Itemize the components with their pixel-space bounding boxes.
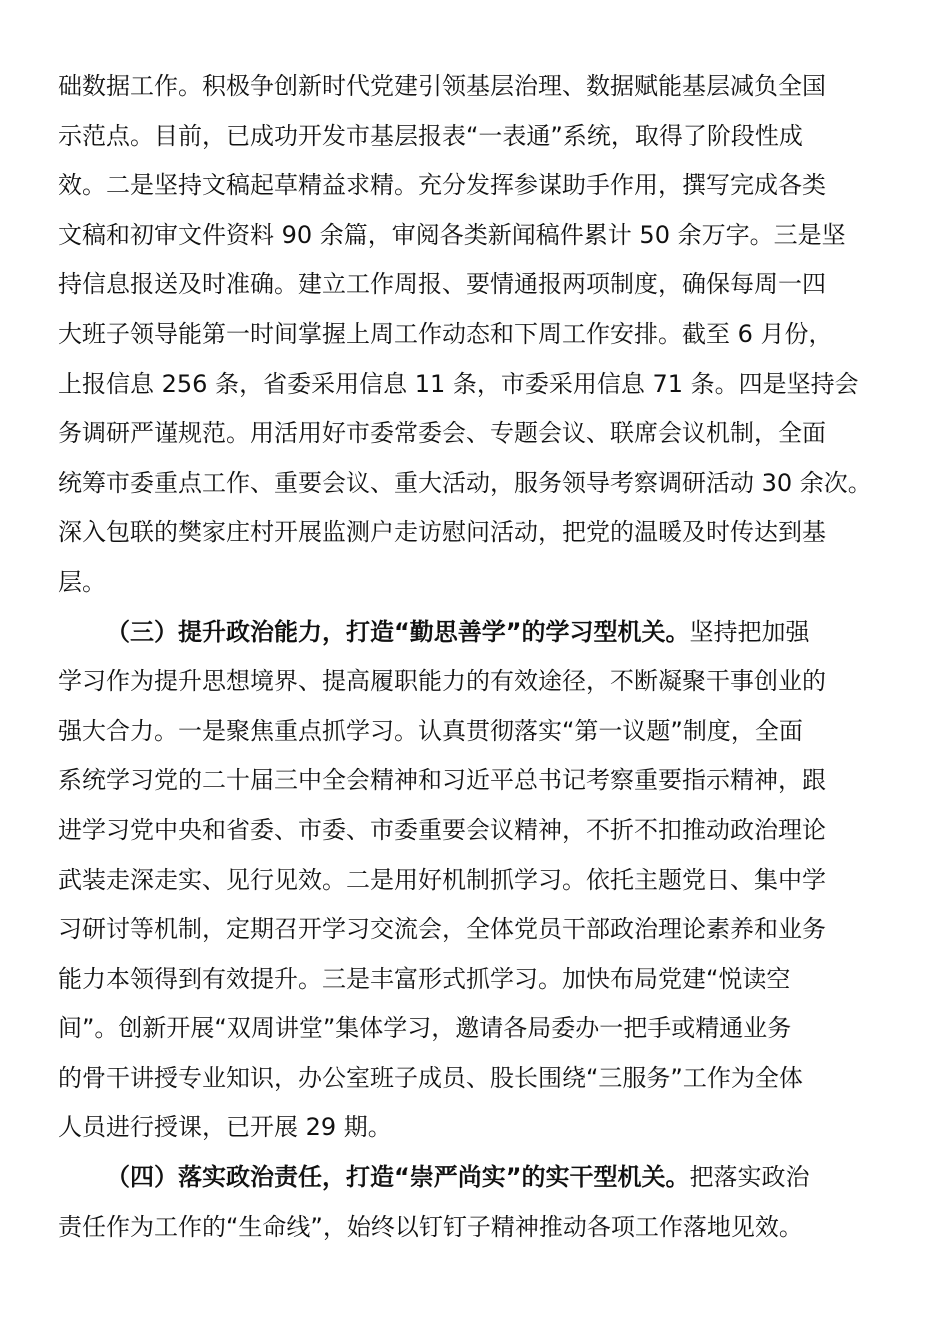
text-line: 习研讨等机制，定期召开学习交流会，全体党员干部政治理论素养和业务 xyxy=(58,915,826,944)
section-3-heading: （三）提升政治能力，打造“勤思善学”的学习型机关。 xyxy=(106,617,690,646)
text-line: 学习作为提升思想境界、提高履职能力的有效途径，不断凝聚干事创业的 xyxy=(58,667,826,696)
section-3-first-line xyxy=(58,608,900,658)
section-4-heading: （四）落实政治责任，打造“崇严尚实”的实干型机关。 xyxy=(106,1163,690,1192)
text-line: 间”。创新开展“双周讲堂”集体学习，邀请各局委办一把手或精通业务 xyxy=(58,1014,792,1043)
text-line: 示范点。目前，已成功开发市基层报表“一表通”系统，取得了阶段性成 xyxy=(58,121,803,150)
text-line: 责任作为工作的“生命线”，始终以钉钉子精神推动各项工作落地见效。 xyxy=(58,1212,803,1241)
text-line: 效。二是坚持文稿起草精益求精。充分发挥参谋助手作用，撰写完成各类 xyxy=(58,171,826,200)
text-line: 人员进行授课，已开展 29 期。 xyxy=(58,1113,392,1142)
section-3-first-line-text: 坚持把加强 xyxy=(689,617,810,646)
text-line: 深入包联的樊家庄村开展监测户走访慰问活动，把党的温暖及时传达到基 xyxy=(58,518,826,547)
text-line: 大班子领导能第一时间掌握上周工作动态和下周工作安排。截至 6 月份， xyxy=(58,319,833,348)
text-line: 武装走深走实、见行见效。二是用好机制抓学习。依托主题党日、集中学 xyxy=(58,865,826,894)
text-line: 文稿和初审文件资料 90 余篇，审阅各类新闻稿件累计 50 余万字。三是坚 xyxy=(58,220,846,249)
text-line: 强大合力。一是聚焦重点抓学习。认真贯彻落实“第一议题”制度，全面 xyxy=(58,716,803,745)
section-4-first-line xyxy=(58,1153,900,1203)
section-4-first-line-text: 把落实政治 xyxy=(689,1163,810,1192)
text-line: 础数据工作。积极争创新时代党建引领基层治理、数据赋能基层减负全国 xyxy=(58,72,826,100)
text-line: 上报信息 256 条，省委采用信息 11 条，市委采用信息 71 条。四是坚持会 xyxy=(58,369,859,398)
document-body xyxy=(58,62,900,1252)
text-line: 持信息报送及时准确。建立工作周报、要情通报两项制度，确保每周一四 xyxy=(58,270,826,299)
text-line: 统筹市委重点工作、重要会议、重大活动，服务领导考察调研活动 30 余次。 xyxy=(58,468,872,497)
text-line: 的骨干讲授专业知识，办公室班子成员、股长围绕“三服务”工作为全体 xyxy=(58,1063,803,1092)
text-line: 系统学习党的二十届三中全会精神和习近平总书记考察重要指示精神，跟 xyxy=(58,766,826,795)
text-line: 进学习党中央和省委、市委、市委重要会议精神，不折不扣推动政治理论 xyxy=(58,815,826,844)
text-line: 层。 xyxy=(58,567,106,596)
text-line: 能力本领得到有效提升。三是丰富形式抓学习。加快布局党建“悦读空 xyxy=(58,964,791,993)
text-line: 务调研严谨规范。用活用好市委常委会、专题会议、联席会议机制，全面 xyxy=(58,419,826,448)
